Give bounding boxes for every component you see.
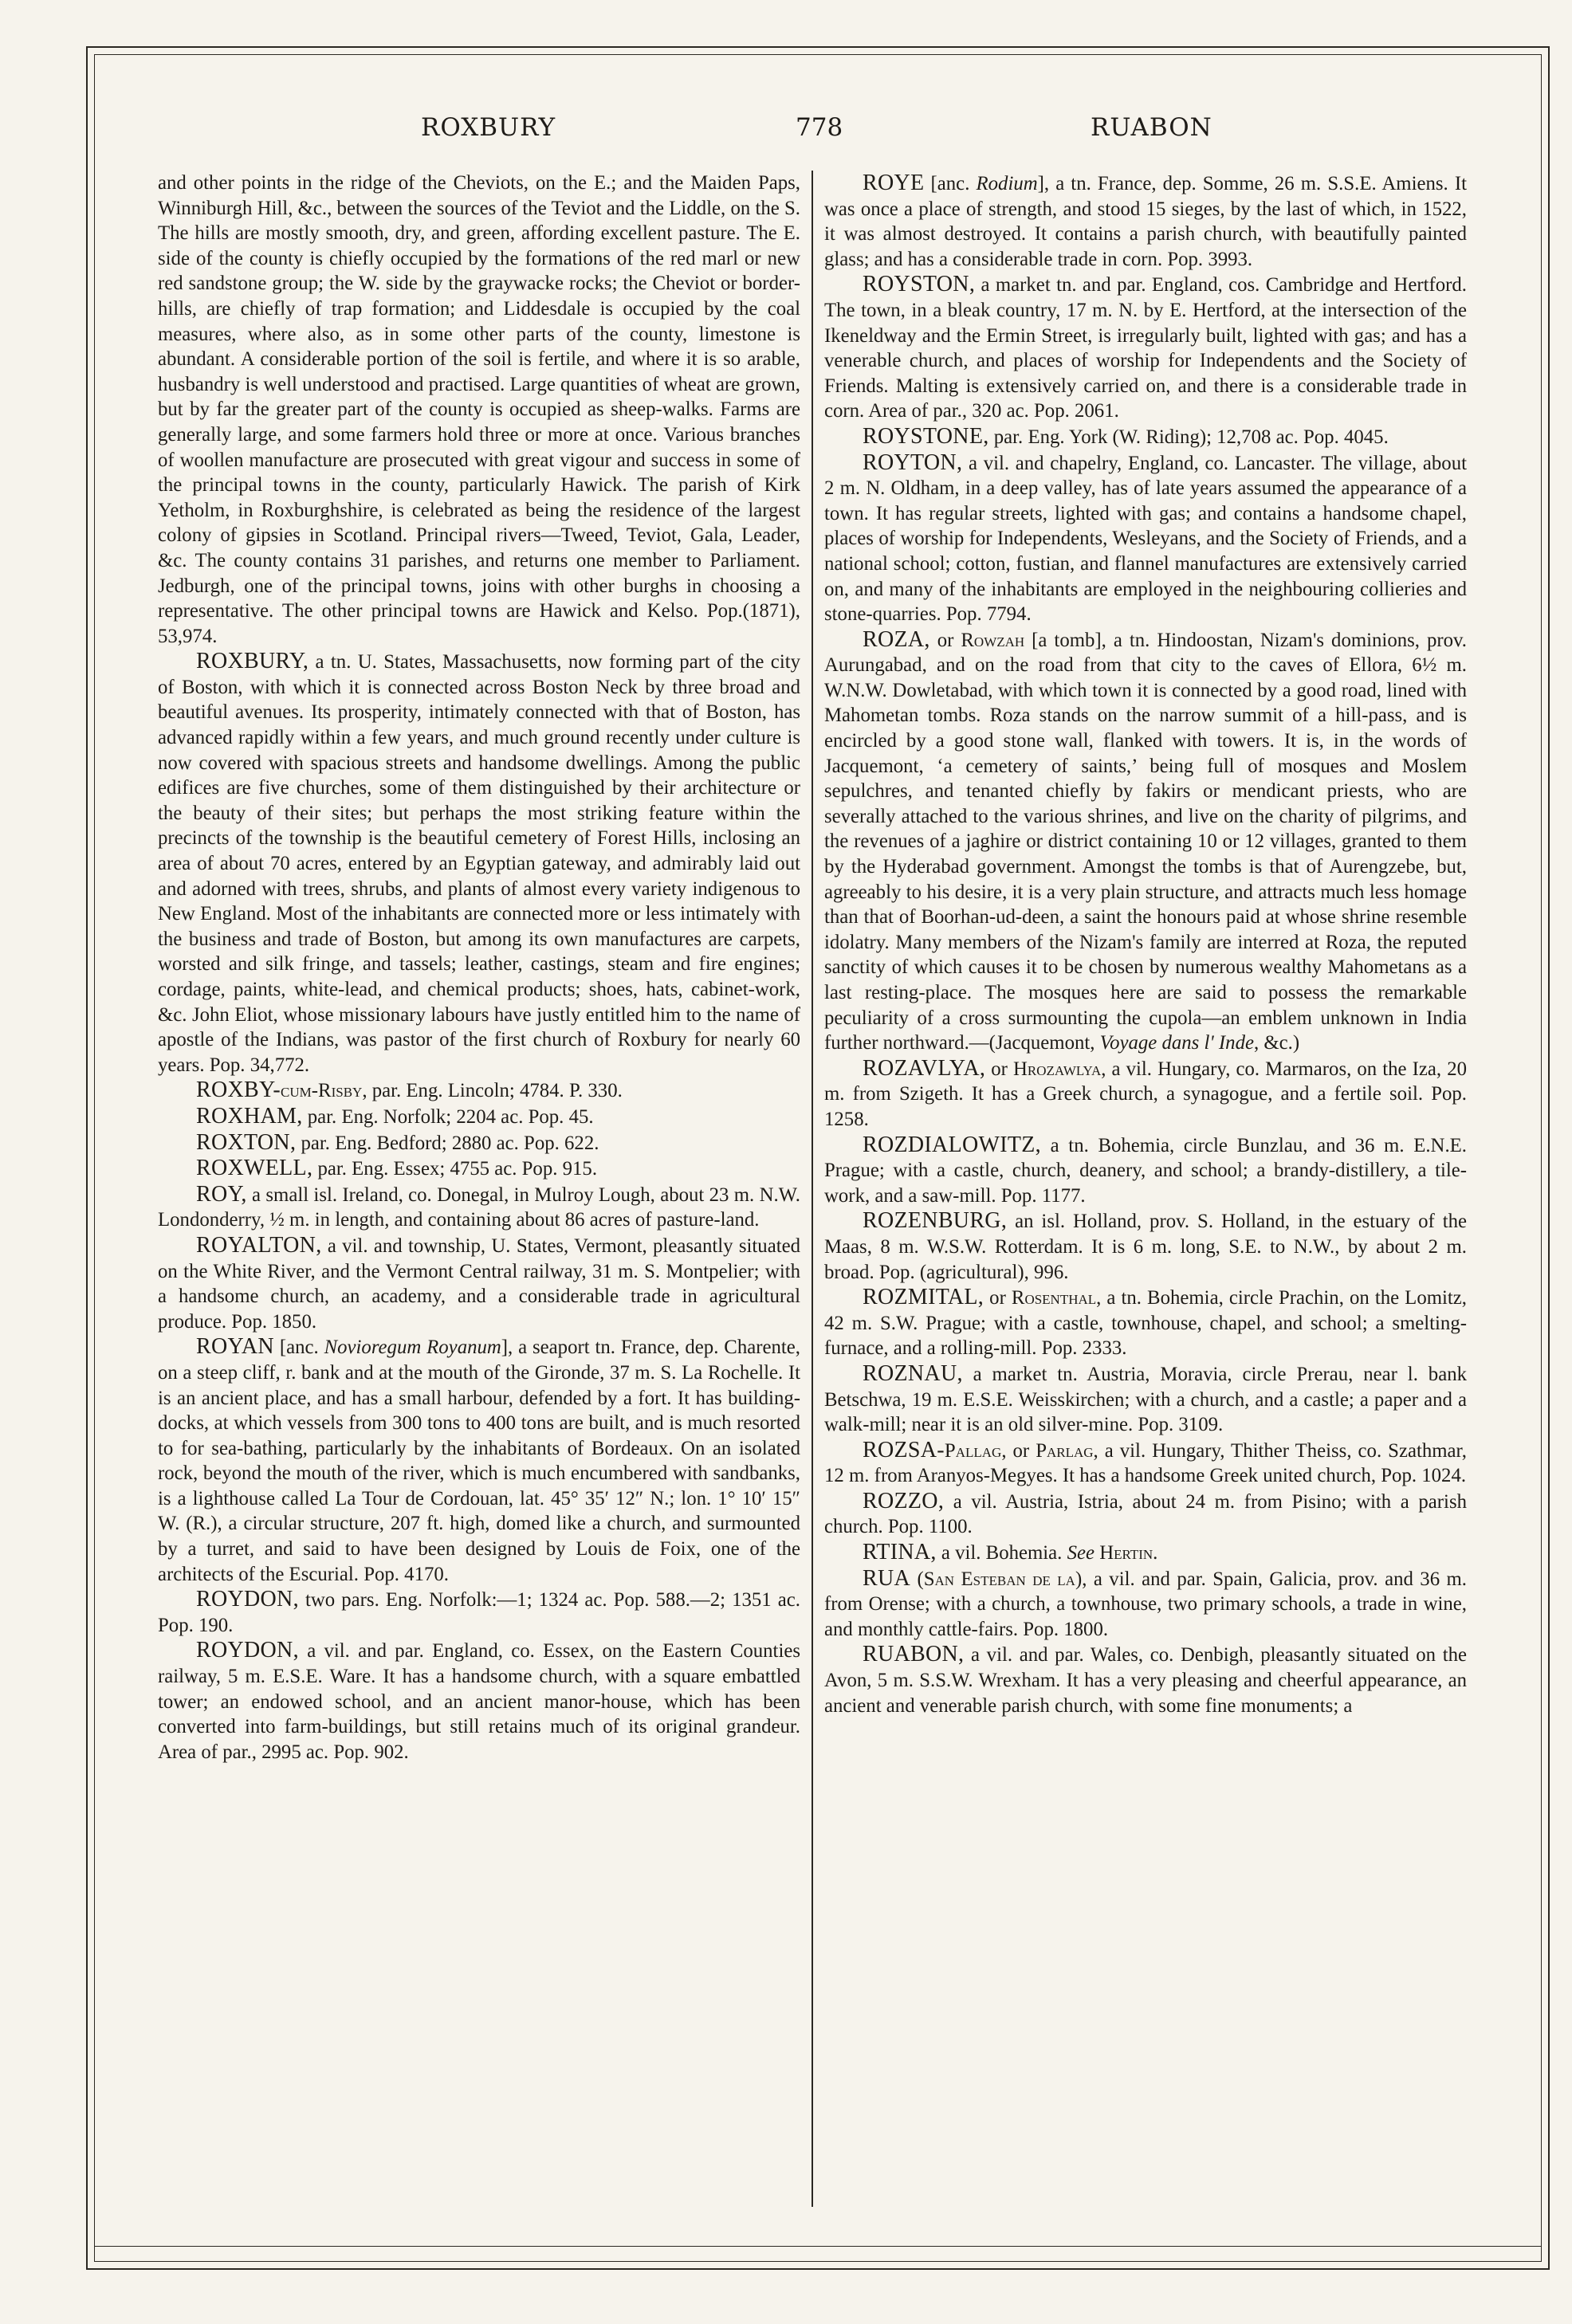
entry-roznau: ROZNAU, a market tn. Austria, Moravia, circle Prerau, near l. bank Betschwa, 19 m. E.S.E. Weisskirchen; with a church, and a castle; a paper and a walk-mill; near it is an old silver-mine. Pop. 3109. — [824, 1360, 1467, 1436]
entry-royton: ROYTON, a vil. and chapelry, England, co. Lancaster. The village, about 2 m. N. Oldham, in a deep valley, has of late years assumed the appearance of a town. It has regular streets, lighted with gas; and contains a handsome chapel, places of worship for Independents, Wesleyans, and the Society of Friends, and a national school; cotton, fustian, and flannel manufactures are extensively carried on, and many of the inhabitants are employed in the neighbouring collieries and stone-quarries. Pop. 7794. — [824, 449, 1467, 626]
entry-roy: ROY, a small isl. Ireland, co. Donegal, in Mulroy Lough, about 23 m. N.W. Londonderry, ½ m. in length, and containing about 86 acres of pasture-land. — [158, 1181, 800, 1231]
entry-roystone: ROYSTONE, par. Eng. York (W. Riding); 12,708 ac. Pop. 4045. — [863, 423, 1389, 449]
entry-rozenburg: ROZENBURG, an isl. Holland, prov. S. Holland, in the estuary of the Maas, 8 m. W.S.W. Rotterdam. It is 6 m. long, S.E. to N.W., by about 2 m. broad. Pop. (agricultural), 996. — [824, 1208, 1467, 1283]
entry-roxwell: ROXWELL, par. Eng. Essex; 4755 ac. Pop. 915. — [196, 1156, 598, 1181]
page-number: 778 — [796, 113, 843, 142]
entry-roxbury: ROXBURY, a tn. U. States, Massachusetts, now forming part of the city of Boston, with which it is connected across Boston Neck by three broad and beautiful avenues. Its prosperity, intimately connected with that of Boston, has advanced rapidly within a few years, and much ground recently under culture is now covered with spacious streets and handsome dwellings. Among the public edifices are five churches, some of them distinguished by their architecture or the beauty of their sites; but perhaps the most striking feature within the precincts of the township is the beautiful cemetery of Forest Hills, inclosing an area of about 70 acres, entered by an Egyptian gateway, and admirably laid out and adorned with trees, shrubs, and plants of almost every variety indigenous to New England. Most of the inhabitants are connected more or less intimately with the business and trade of Boston, but among its own manufactures are carpets, worsted and silk fringe, and tassels; leather, castings, steam and fire engines; cordage, paints, white-lead, and chemical products; shoes, hats, cabinet-work, &c. John Eliot, whose missionary labours have justly entitled him to the name of apostle of the Indians, was pastor of the first church of Roxbury for nearly 60 years. Pop. 34,772. — [158, 649, 800, 1076]
header-last-entry: RUABON — [1091, 113, 1212, 142]
header-first-entry: ROXBURY — [421, 113, 556, 142]
entry-rozzo: ROZZO, a vil. Austria, Istria, about 24 m. from Pisino; with a parish church. Pop. 1100. — [824, 1488, 1467, 1538]
entry-roxton: ROXTON, par. Eng. Bedford; 2880 ac. Pop. 622. — [196, 1129, 599, 1155]
page-border-bottom-rule — [94, 2246, 1542, 2247]
column-divider — [812, 171, 813, 2207]
entry-roydon-essex: ROYDON, a vil. and par. England, co. Essex, on the Eastern Counties railway, 5 m. E.S.E. Ware. It has a handsome church, with a square embattled tower; an endowed school, and an ancient manor-house, which has been converted into farm-buildings, but still retains much of its original grandeur. Area of par., 2995 ac. Pop. 902. — [158, 1638, 800, 1763]
left-column — [158, 171, 800, 2212]
entry-roye: ROYE [anc. Rodium], a tn. France, dep. Somme, 26 m. S.S.E. Amiens. It was once a place of strength, and stood 15 sieges, by the last of which, in 1522, it was almost destroyed. It contains a parish church, with beautifully painted glass; and has a considerable trade in corn. Pop. 3993. — [824, 171, 1467, 270]
entry-roxham: ROXHAM, par. Eng. Norfolk; 2204 ac. Pop. 45. — [196, 1103, 594, 1129]
entry-royalton: ROYALTON, a vil. and township, U. States, Vermont, pleasantly situated on the White River, and the Vermont Central railway, 31 m. S. Montpelier; with a handsome church, an academy, and a considerable trade in agricultural produce. Pop. 1850. — [158, 1232, 800, 1333]
right-column — [824, 171, 1467, 2212]
entry-royston: ROYSTON, a market tn. and par. England, cos. Cambridge and Hertford. The town, in a bleak country, 17 m. N. by E. Hertford, at the intersection of the Ikeneldway and the Ermin Street, is irregularly built, lighted with gas; and has a venerable church, and places of worship for Independents and the Society of Friends. Malting is extensively carried on, and there is a considerable trade in corn. Area of par., 320 ac. Pop. 2061. — [824, 272, 1467, 422]
entry-rozmital: ROZMITAL, or Rosenthal, a tn. Bohemia, circle Prachin, on the Lomitz, 42 m. S.W. Prague; with a castle, townhouse, chapel, and school; a smelting-furnace, and a rolling-mill. Pop. 2333. — [824, 1285, 1467, 1360]
entry-rozsa-pallag: ROZSA-Pallag, or Parlag, a vil. Hungary, Thither Theiss, co. Szathmar, 12 m. from Aranyos-Megyes. It has a handsome Greek united church, Pop. 1024. — [824, 1437, 1467, 1487]
entry-roydon-norfolk: ROYDON, two pars. Eng. Norfolk:—1; 1324 ac. Pop. 588.—2; 1351 ac. Pop. 190. — [158, 1587, 800, 1636]
entry-rua: RUA (San Esteban de la), a vil. and par. Spain, Galicia, prov. and 36 m. from Orense; with a church, a townhouse, two primary schools, a trade in wine, and monthly cattle-fairs. Pop. 1800. — [824, 1565, 1467, 1640]
continued-paragraph: and other points in the ridge of the Cheviots, on the E.; and the Maiden Paps, Winniburgh Hill, &c., between the sources of the Teviot and the Liddle, on the S. The hills are mostly smooth, dry, and green, affording excellent pasture. The E. side of the county is chiefly occupied by the formations of the red marl or new red sandstone group; the W. side by the graywacke rocks; the Cheviot or border-hills, are chiefly of trap formation; and Liddesdale is occupied by the coal measures, where also, as in some other parts of the county, limestone is abundant. A considerable portion of the soil is fertile, and where it is so arable, husbandry is well understood and practised. Large quantities of wheat are grown, but by far the greater part of the county is occupied as sheep-walks. Farms are generally large, and some farmers hold three or more at once. Various branches of woollen manufacture are prosecuted with great vigour and success in some of the principal towns in the county, particularly Hawick. The parish of Kirk Yetholm, in Roxburghshire, is celebrated as being the residence of the largest colony of gipsies in Scotland. Principal rivers—Tweed, Teviot, Gala, Leader, &c. The county contains 31 parishes, and returns one member to Parliament. Jedburgh, one of the principal towns, joins with other burghs in choosing a representative. The other principal towns are Hawick and Kelso. Pop.(1871), 53,974. — [158, 172, 800, 647]
running-header — [158, 108, 1491, 143]
entry-ruabon: RUABON, a vil. and par. Wales, co. Denbigh, pleasantly situated on the Avon, 5 m. S.S.W. Wrexham. It has a very pleasing and cheerful appearance, an ancient and venerable parish church, with some fine monuments; a — [824, 1642, 1467, 1717]
entry-roza: ROZA, or Rowzah [a tomb], a tn. Hindoostan, Nizam's dominions, prov. Aurungabad, and on the road from that city to the caves of Ellora, 6½ m. W.N.W. Dowletabad, with which town it is connected by a good road, lined with Mahometan tombs. Roza stands on the narrow summit of a hill-pass, and is encircled by a good stone wall, flanked with towers. It is, in the words of Jacquemont, ‘a cemetery of saints,’ being full of mosques and Moslem sepulchres, and tenanted chiefly by fakirs or mendicant priests, who are severally attached to the various shrines, and live on the charity of pilgrims, and the revenues of a jaghire or district containing 10 or 12 villages, granted to them by the Hyderabad government. Amongst the tombs is that of Aurengzebe, but, agreeably to his desire, it is a very plain structure, and attracts much less homage than that of Boorhan-ud-deen, a saint the honours paid at whose shrine resemble idolatry. Many members of the Nizam's family are interred at Roza, the reputed sanctity of which causes it to be chosen by numerous wealthy Mahometans as a last resting-place. The mosques here are said to possess the remarkable peculiarity of a cross surmounting the cupola—an emblem unknown in India further northward.—(Jacquemont, Voyage dans l' Inde, &c.) — [824, 626, 1467, 1054]
entry-rozdialowitz: ROZDIALOWITZ, a tn. Bohemia, circle Bunzlau, and 36 m. E.N.E. Prague; with a castle, church, deanery, and school; a brandy-distillery, a tile-work, and a saw-mill. Pop. 1177. — [824, 1132, 1467, 1207]
entry-rozavlya: ROZAVLYA, or Hrozawlya, a vil. Hungary, co. Marmaros, on the Iza, 20 m. from Szigeth. It has a Greek church, a synagogue, and a fertile soil. Pop. 1258. — [824, 1055, 1467, 1130]
entry-roxby-cum-risby: ROXBY-cum-Risby, par. Eng. Lincoln; 4784. P. 330. — [196, 1078, 623, 1103]
entry-rtina: RTINA, a vil. Bohemia. See Hertin. — [863, 1540, 1158, 1565]
entry-royan: ROYAN [anc. Novioregum Royanum], a seaport tn. France, dep. Charente, on a steep cliff, r. bank and at the mouth of the Gironde, 37 m. S. La Rochelle. It is an ancient place, and has a small harbour, defended by a fort. It has building-docks, at which vessels from 300 tons to 400 tons are built, and is much resorted to for sea-bathing, particularly by the inhabitants of Bordeaux. On an isolated rock, beyond the mouth of the river, which is much encumbered with sandbanks, is a lighthouse called La Tour de Cordouan, lat. 45° 35′ 12″ N.; lon. 1° 10′ 15″ W. (R.), a circular structure, 207 ft. high, domed like a church, and surmounted by a turret, and said to have been designed by Louis de Foix, one of the architects of the Escurial. Pop. 4170. — [158, 1334, 800, 1585]
gazetteer-page — [158, 108, 1491, 2212]
